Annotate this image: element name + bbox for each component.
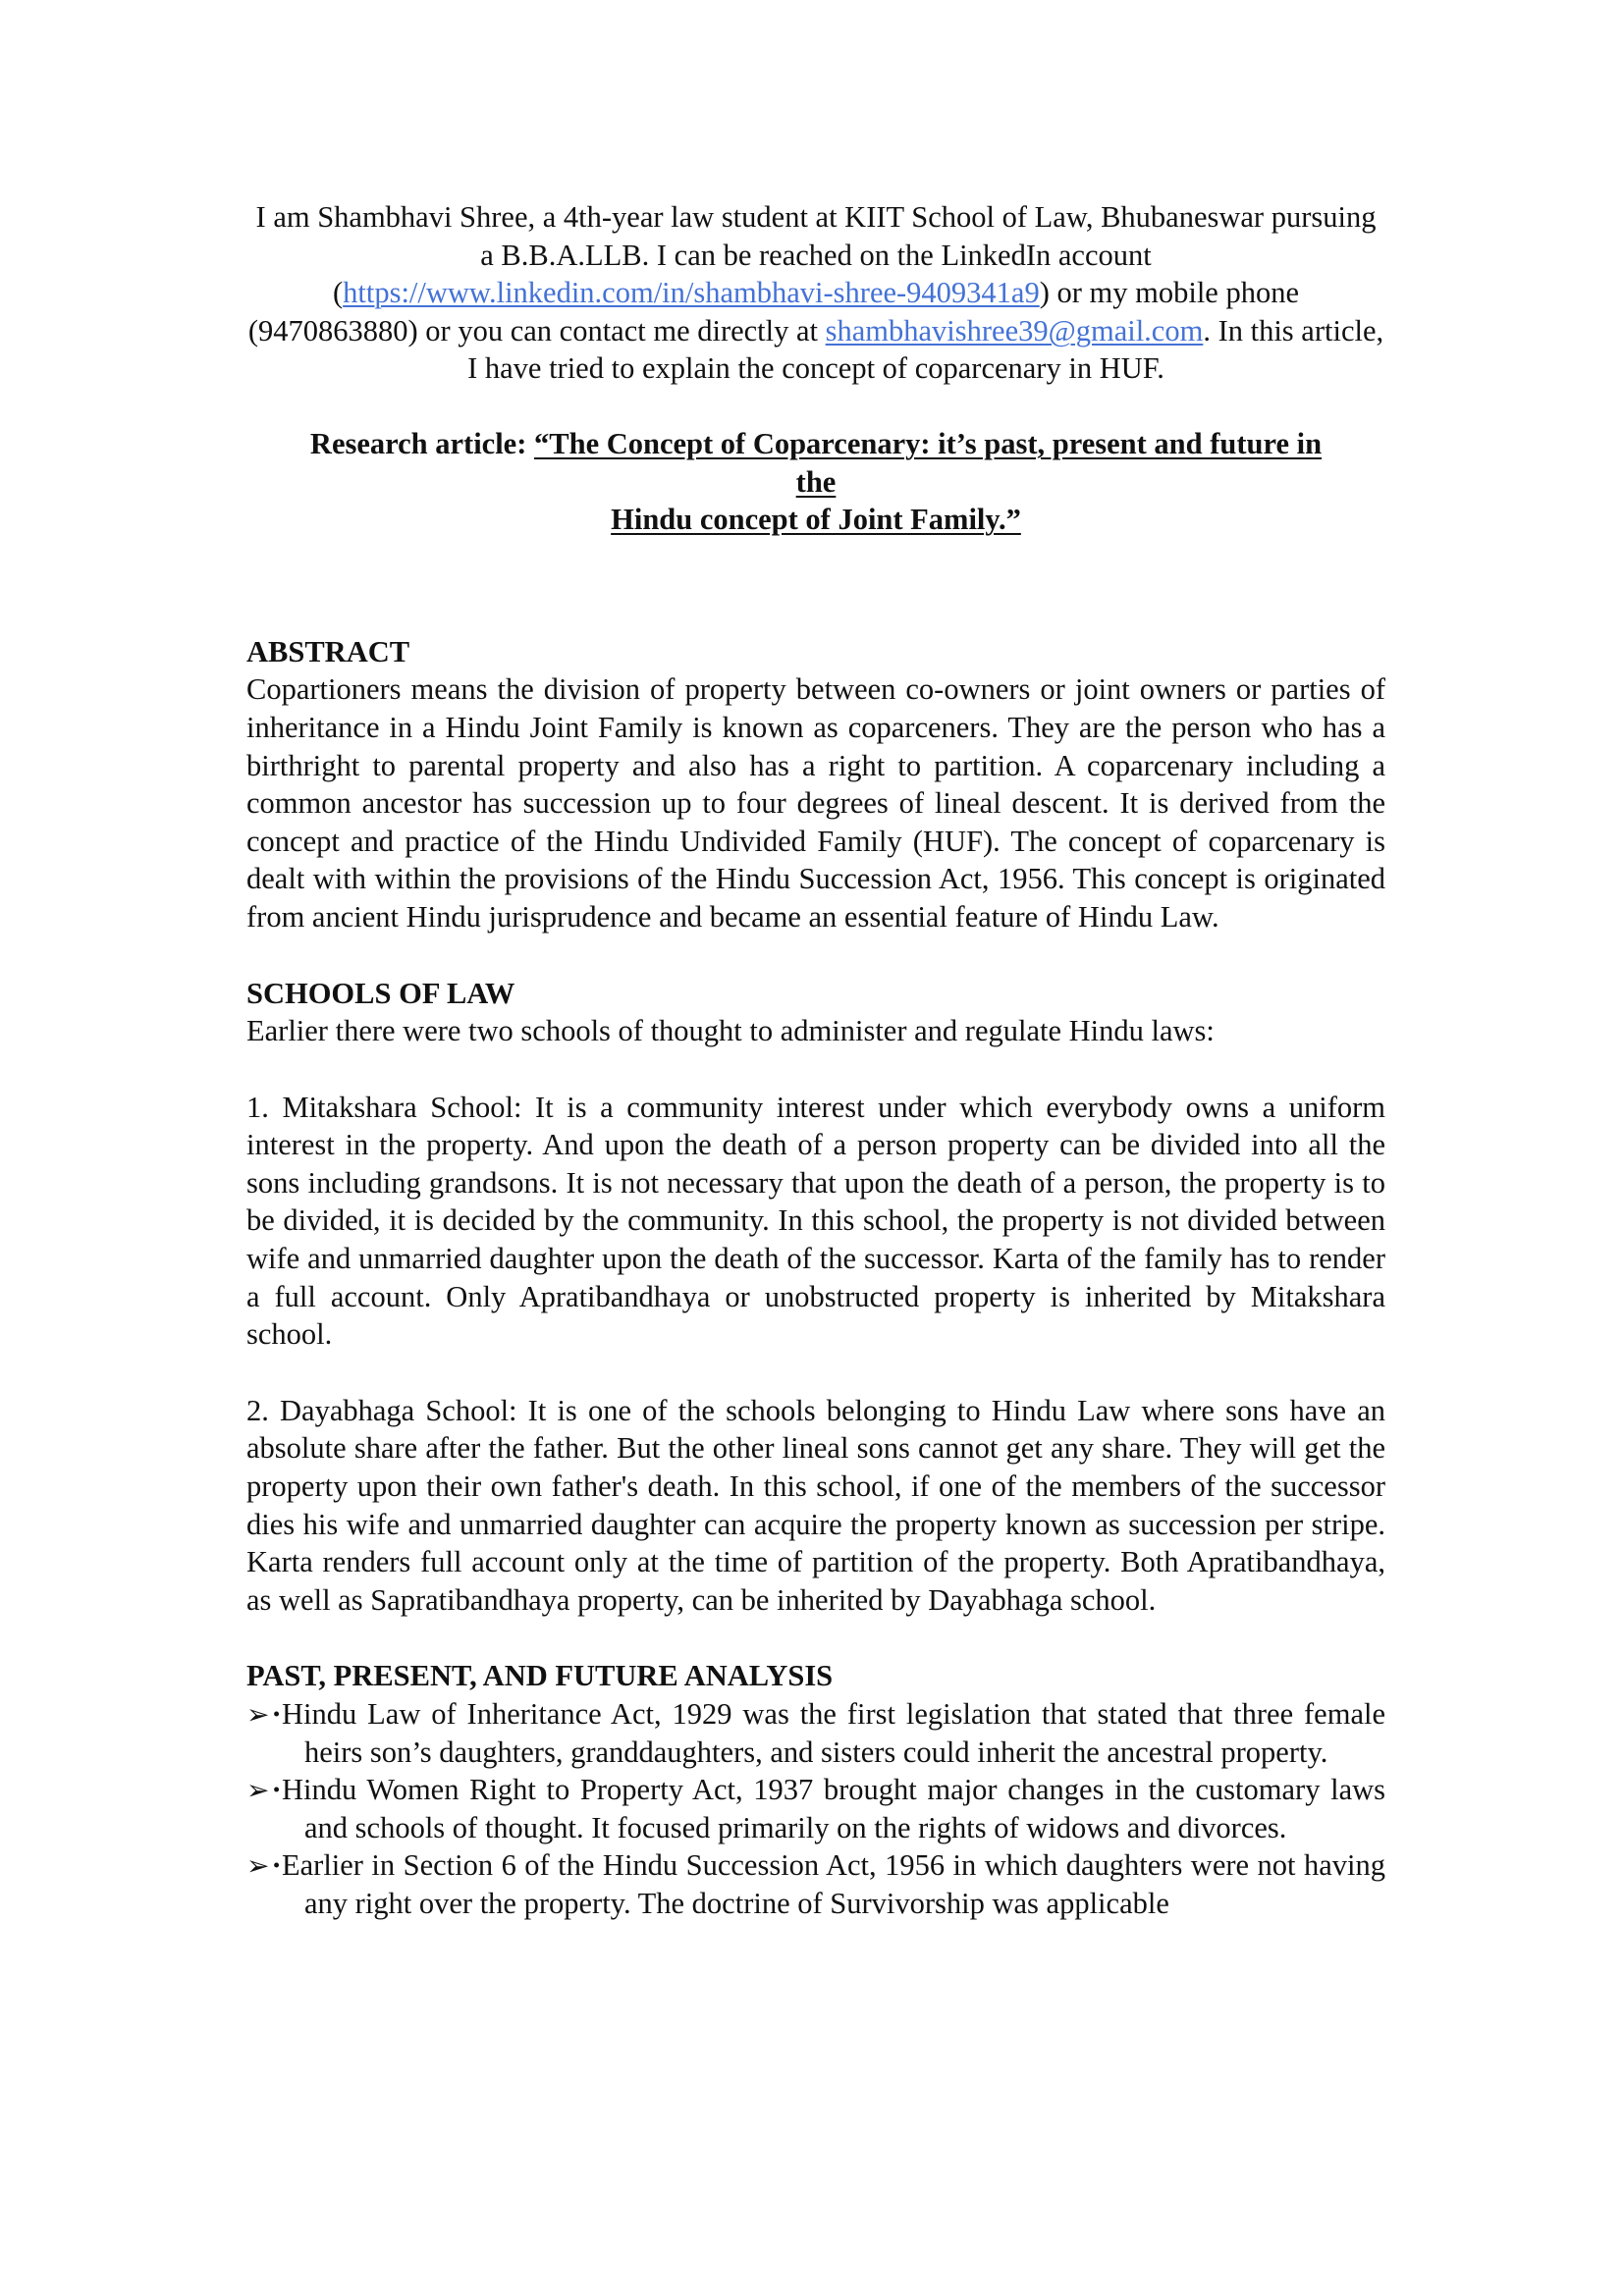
schools-heading: SCHOOLS OF LAW bbox=[246, 976, 515, 1010]
dot-bullet-icon: · bbox=[271, 1848, 282, 1883]
abstract-heading: ABSTRACT bbox=[246, 634, 410, 668]
title-line-2: the bbox=[795, 464, 837, 499]
article-title bbox=[246, 425, 1385, 539]
email-link[interactable]: shambhavishree39@gmail.com bbox=[825, 313, 1204, 347]
title-line-3: Hindu concept of Joint Family.” bbox=[611, 503, 1021, 537]
title-line-1: “The Concept of Coparcenary: it’s past, present and future in bbox=[534, 426, 1323, 460]
dot-bullet-icon: · bbox=[271, 1697, 282, 1731]
intro-text-after-email: . In this article, I have tried to explain the concept of coparcenary in HUF. bbox=[467, 313, 1384, 386]
analysis-list-item bbox=[246, 1771, 1385, 1846]
title-prefix: Research article: bbox=[309, 426, 535, 460]
linkedin-link[interactable]: https://www.linkedin.com/in/shambhavi-shree-9409341a9 bbox=[343, 276, 1040, 310]
schools-intro: Earlier there were two schools of thought to administer and regulate Hindu laws: bbox=[246, 1014, 1215, 1048]
analysis-item-text: Hindu Women Right to Property Act, 1937 brought major changes in the customary laws and schools of thought. It focused primarily on the rights of widows and divorces. bbox=[282, 1773, 1385, 1844]
document-page bbox=[246, 198, 1385, 1923]
analysis-list-item bbox=[246, 1695, 1385, 1771]
analysis-list bbox=[246, 1695, 1385, 1923]
arrow-bullet-icon: ➢ bbox=[246, 1776, 270, 1807]
analysis-item-text: Hindu Law of Inheritance Act, 1929 was the first legislation that stated that three female heirs son’s daughters, granddaughters, and sisters could inherit the ancestral property. bbox=[282, 1697, 1385, 1769]
analysis-list-item bbox=[246, 1846, 1385, 1922]
abstract-body: Copartioners means the division of property between co-owners or joint owners or parties of inheritance in a Hindu Joint Family is known as coparceners. They are the person who has a birthright to parental property and also has a right to partition. A coparcenary including a common ancestor has succession up to four degrees of lineal descent. It is derived from the concept and practice of the Hindu Undivided Family (HUF). The concept of coparcenary is dealt with within the provisions of the Hindu Succession Act, 1956. This concept is originated from ancient Hindu jurisprudence and became an essential feature of Hindu Law. bbox=[246, 672, 1385, 934]
intro-text-before-link: I am Shambhavi Shree, a 4th-year law student at KIIT School of Law, Bhubaneswar pursuing a B.B.A.LLB. I can be reached on the LinkedIn account ( bbox=[255, 200, 1377, 310]
dot-bullet-icon: · bbox=[271, 1773, 282, 1807]
school-item-mitakshara: 1. Mitakshara School: It is a community interest under which everybody owns a uniform interest in the property. And upon the death of a person property can be divided into all the sons including grandsons. It is not necessary that upon the death of a person, the property is to be divided, it is decided by the community. In this school, the property is not divided between wife and unmarried daughter upon the death of the successor. Karta of the family has to render a full account. Only Apratibandhaya or unobstructed property is inherited by Mitakshara school. bbox=[246, 1090, 1385, 1352]
intro-text-between-links: ) or my mobile phone (9470863880) or you can contact me directly at bbox=[247, 276, 1300, 347]
author-intro bbox=[246, 198, 1385, 388]
arrow-bullet-icon: ➢ bbox=[246, 1700, 270, 1731]
school-item-dayabhaga: 2. Dayabhaga School: It is one of the schools belonging to Hindu Law where sons have an absolute share after the father. But the other lineal sons cannot get any share. They will get the property upon their own father's death. In this school, if one of the members of the successor dies his wife and unmarried daughter can acquire the property known as succession per stripe. Karta renders full account only at the time of partition of the property. Both Apratibandhaya, as well as Sapratibandhaya property, can be inherited by Dayabhaga school. bbox=[246, 1393, 1385, 1617]
arrow-bullet-icon: ➢ bbox=[246, 1851, 270, 1883]
analysis-item-text: Earlier in Section 6 of the Hindu Succession Act, 1956 in which daughters were not having any right over the property. The doctrine of Survivorship was applicable bbox=[282, 1848, 1385, 1920]
analysis-heading: PAST, PRESENT, AND FUTURE ANALYSIS bbox=[246, 1659, 834, 1693]
